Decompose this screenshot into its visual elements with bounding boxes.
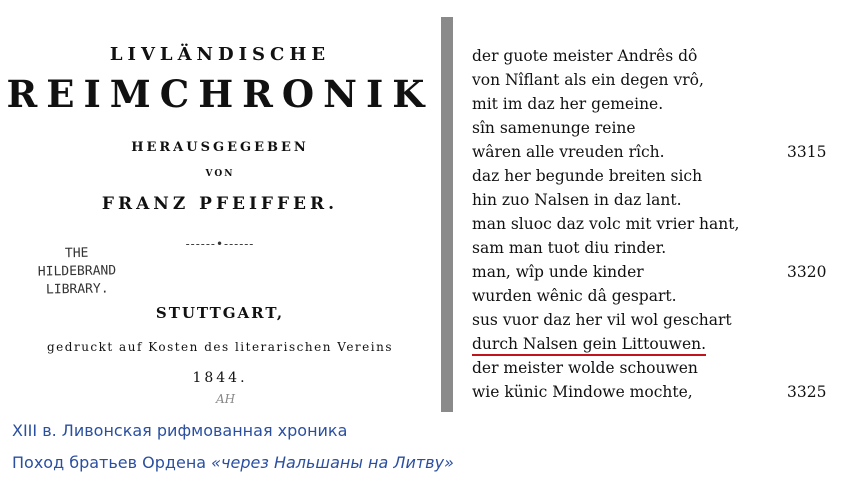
verse-number: 3320: [787, 263, 827, 281]
library-stamp: [22, 244, 133, 300]
poem-text-scan: [472, 44, 841, 404]
poem-line: [472, 164, 841, 188]
verse-number: 3315: [787, 143, 827, 161]
handwritten-initials: AH: [216, 392, 236, 406]
publication-year: 1844.: [192, 370, 248, 386]
poem-line: [472, 284, 841, 308]
poem-line: [472, 92, 841, 116]
poem-line: [472, 44, 841, 68]
book-title: REIMCHRONIK: [6, 72, 434, 116]
poem-line-text: der meister wolde schouwen: [472, 359, 698, 377]
title-line-livlandische: LIVLÄNDISCHE: [109, 44, 331, 65]
poem-line: [472, 308, 841, 332]
publication-place: STUTTGART,: [155, 304, 285, 322]
poem-line: [472, 380, 841, 404]
poem-line-text: hin zuo Nalsen in daz lant.: [472, 191, 682, 209]
title-page-scan: [0, 12, 440, 412]
poem-line: [472, 116, 841, 140]
poem-line: [472, 236, 841, 260]
poem-line-text: durch Nalsen gein Littouwen.: [472, 335, 706, 356]
editor-name: FRANZ PFEIFFER.: [101, 194, 339, 214]
poem-line: [472, 212, 841, 236]
poem-line-text: sîn samenunge reine: [472, 119, 636, 137]
poem-line-text: man, wîp unde kinder: [472, 263, 644, 281]
stamp-line: THE: [64, 245, 89, 262]
caption-subtitle-prefix: Поход братьев Ордена: [12, 453, 212, 472]
caption-subtitle-italic: «через Нальшаны на Литву»: [211, 453, 454, 472]
poem-line-text: daz her begunde breiten sich: [472, 167, 703, 185]
poem-line-text: wie künic Mindowe mochte,: [472, 383, 693, 401]
printer-line: gedruckt auf Kosten des literarischen Vereins: [47, 340, 393, 354]
poem-line-text: mit im daz her gemeine.: [472, 95, 664, 113]
stamp-line: HILDEBRAND: [37, 263, 117, 280]
title-line-herausgegeben: HERAUSGEGEBEN: [131, 140, 309, 155]
poem-line: [472, 260, 841, 284]
poem-line: [472, 68, 841, 92]
poem-line-text: man sluoc daz volc mit vrier hant,: [472, 215, 740, 233]
poem-line-text: der guote meister Andrês dô: [472, 47, 698, 65]
stamp-line: LIBRARY.: [45, 281, 109, 298]
poem-line: [472, 356, 841, 380]
poem-line-text: sus vuor daz her vil wol geschart: [472, 311, 732, 329]
poem-line: [472, 188, 841, 212]
title-line-von: VON: [205, 169, 235, 179]
highlighted-poem-line: [472, 332, 841, 356]
poem-line-text: wâren alle vreuden rîch.: [472, 143, 665, 161]
caption-subtitle: [12, 453, 454, 472]
poem-line-text: von Nîflant als ein degen vrô,: [472, 71, 704, 89]
page-gutter-divider: [441, 17, 453, 412]
caption-title: XIII в. Ливонская рифмованная хроника: [12, 421, 348, 440]
verse-number: 3325: [787, 383, 827, 401]
poem-line-text: sam man tuot diu rinder.: [472, 239, 667, 257]
ornament-divider: ------•------: [185, 237, 255, 251]
poem-line-text: wurden wênic dâ gespart.: [472, 287, 677, 305]
poem-line: [472, 140, 841, 164]
